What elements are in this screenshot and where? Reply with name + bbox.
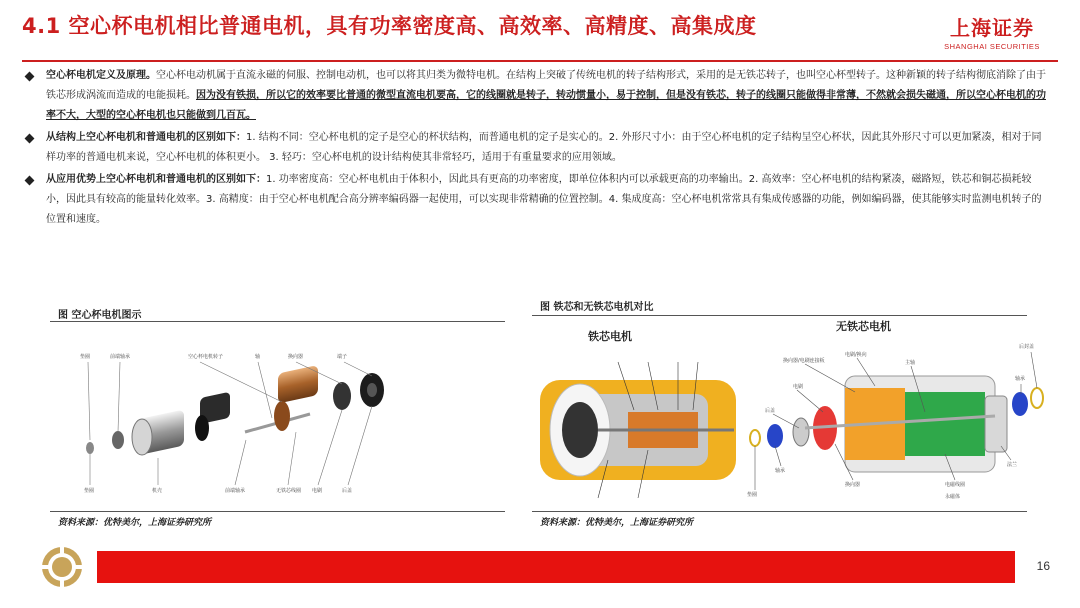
part-label: 后封盖: [1019, 344, 1035, 350]
bullet-item: [22, 66, 1050, 126]
coil-shape: [895, 392, 985, 456]
part-label: 无铁芯线圈: [276, 488, 302, 494]
part-label: 永磁体: [945, 494, 961, 500]
footer-bar: [97, 551, 1015, 583]
title-divider: [22, 60, 1058, 62]
bullet-text: 1. 功率密度高：空心杯电机由于体积小，因此具有更高的功率密度，即单位体积内可以承载更高的功率输出。2. 高效率：空心杯电机的结构紧凑，磁路短，铁芯和铜芯损耗较小，因此具有较高的能量转化效率。3. 高精度：由于空心杯电机配合高分辨率编码器一起使用，可以实现非常精确的位置控制。4. 集成度高：空心杯电机常常具有集成传感器的功能，例如编码器，使其能够实时监测电机转子的位置和速度。: [46, 174, 1042, 225]
part-label: 垫圈: [80, 354, 91, 360]
company-emblem-icon: [40, 545, 84, 589]
part-label: 垫圈: [747, 492, 758, 498]
bullet-text: 空心杯电动机属于直流永磁的伺服、控制电动机，也可以将其归类为微特电机。在结构上突破了传统电机的转子结构形式，采用的是无铁芯转子，也叫空心杯型转子。这种新颖的转子结构彻底消除了由于铁芯形成涡流而造成的电能损耗。: [46, 70, 1046, 101]
washer-part: [86, 442, 94, 454]
part-label: 后盖: [342, 488, 353, 494]
part-label: 垫圈: [84, 488, 95, 494]
left-figure-caption: 图 空心杯电机图示: [58, 310, 142, 321]
page-title: 4.1 空心杯电机相比普通电机，具有功率密度高、高效率、高精度、高集成度: [22, 14, 757, 38]
diamond-bullet-icon: [25, 134, 35, 144]
bullet-lead: 空心杯电机定义及原理。: [46, 70, 156, 81]
part-label: 主轴: [905, 360, 916, 366]
part-label: 电刷/换向: [845, 352, 867, 358]
iron-core-motor-diagram: [538, 350, 738, 505]
bullet-item: [22, 170, 1050, 230]
part-label: 前端轴承: [225, 488, 246, 494]
left-figure-rule-top: [50, 321, 505, 322]
coreless-motor-cutaway-diagram: [745, 336, 1045, 511]
left-figure-rule-bottom: [50, 511, 505, 512]
part-label: 换向器/电刷连接板: [783, 358, 825, 364]
part-label: 空心杯电机转子: [188, 354, 224, 360]
part-label: 后盖: [765, 408, 776, 414]
part-label: 换向器: [288, 354, 304, 360]
left-figure-source: 资料来源：优特美尔，上海证券研究所: [58, 518, 212, 528]
part-label: 电刷: [312, 488, 323, 494]
iron-core-motor-label: 铁芯电机: [588, 330, 632, 343]
coreless-motor-exploded-diagram: [50, 340, 510, 510]
bullet-list: [22, 66, 1050, 232]
part-label: 换向器: [845, 482, 861, 488]
bullet-lead: 从应用优势上空心杯电机和普通电机的区别如下：: [46, 174, 266, 185]
commutator-part: [333, 382, 351, 410]
part-label: 机壳: [152, 488, 163, 494]
diamond-bullet-icon: [25, 72, 35, 82]
housing-part: [132, 410, 184, 456]
part-label: 电刷: [793, 384, 804, 390]
bullet-text: 1. 结构不同：空心杯电机的定子是空心的杯状结构，而普通电机的定子是实心的。2. 外形尺寸小：由于空心杯电机的定子结构呈空心杯状，因此其外形尺寸可以更加紧凑，相对于同样功率的普通电机来说，空心杯电机的体积更小。 3. 轻巧：空心杯电机的设计结构使其非常轻巧，适用于有重量要求的应用领域。: [46, 132, 1042, 163]
front-bearing-shape: [767, 424, 783, 448]
diamond-bullet-icon: [25, 176, 35, 186]
page-number: 16: [1036, 559, 1050, 573]
bullet-emphasis: 因为没有铁损，所以它的效率要比普通的微型直流电机要高，它的线圈就是转子，转动惯量小，易于控制，但是没有铁芯，转子的线圈只能做得非常薄，不然就会损失磁通，所以空心杯电机的功率不大，大型的空心杯电机也只能做到几百瓦。: [46, 90, 1046, 121]
part-label: 轴承: [1015, 376, 1026, 382]
brush-cylinder-part: [195, 392, 230, 441]
coreless-motor-label: 无铁芯电机: [836, 320, 891, 333]
part-label: 端子: [337, 354, 348, 360]
right-figure-caption: 图 铁芯和无铁芯电机对比: [540, 302, 654, 313]
part-label: 法兰: [1007, 462, 1018, 468]
part-label: 轴承: [775, 468, 786, 474]
coreless-coil-part: [274, 365, 318, 431]
bullet-item: [22, 128, 1050, 168]
brand-logo: [932, 12, 1052, 51]
front-bearing-part: [112, 431, 124, 449]
part-label: 前端轴承: [110, 354, 131, 360]
rear-bearing-shape: [1012, 392, 1028, 416]
right-figure-rule-top: [532, 315, 1027, 316]
logo-cn-text: 上海证券: [950, 16, 1034, 40]
right-figure-source: 资料来源：优特美尔，上海证券研究所: [540, 518, 694, 528]
part-label: 轴: [255, 354, 261, 360]
bullet-lead: 从结构上空心杯电机和普通电机的区别如下：: [46, 132, 246, 143]
right-figure-rule-bottom: [532, 511, 1027, 512]
logo-en-text: SHANGHAI SECURITIES: [944, 42, 1040, 51]
part-label: 电磁线圈: [945, 482, 966, 488]
